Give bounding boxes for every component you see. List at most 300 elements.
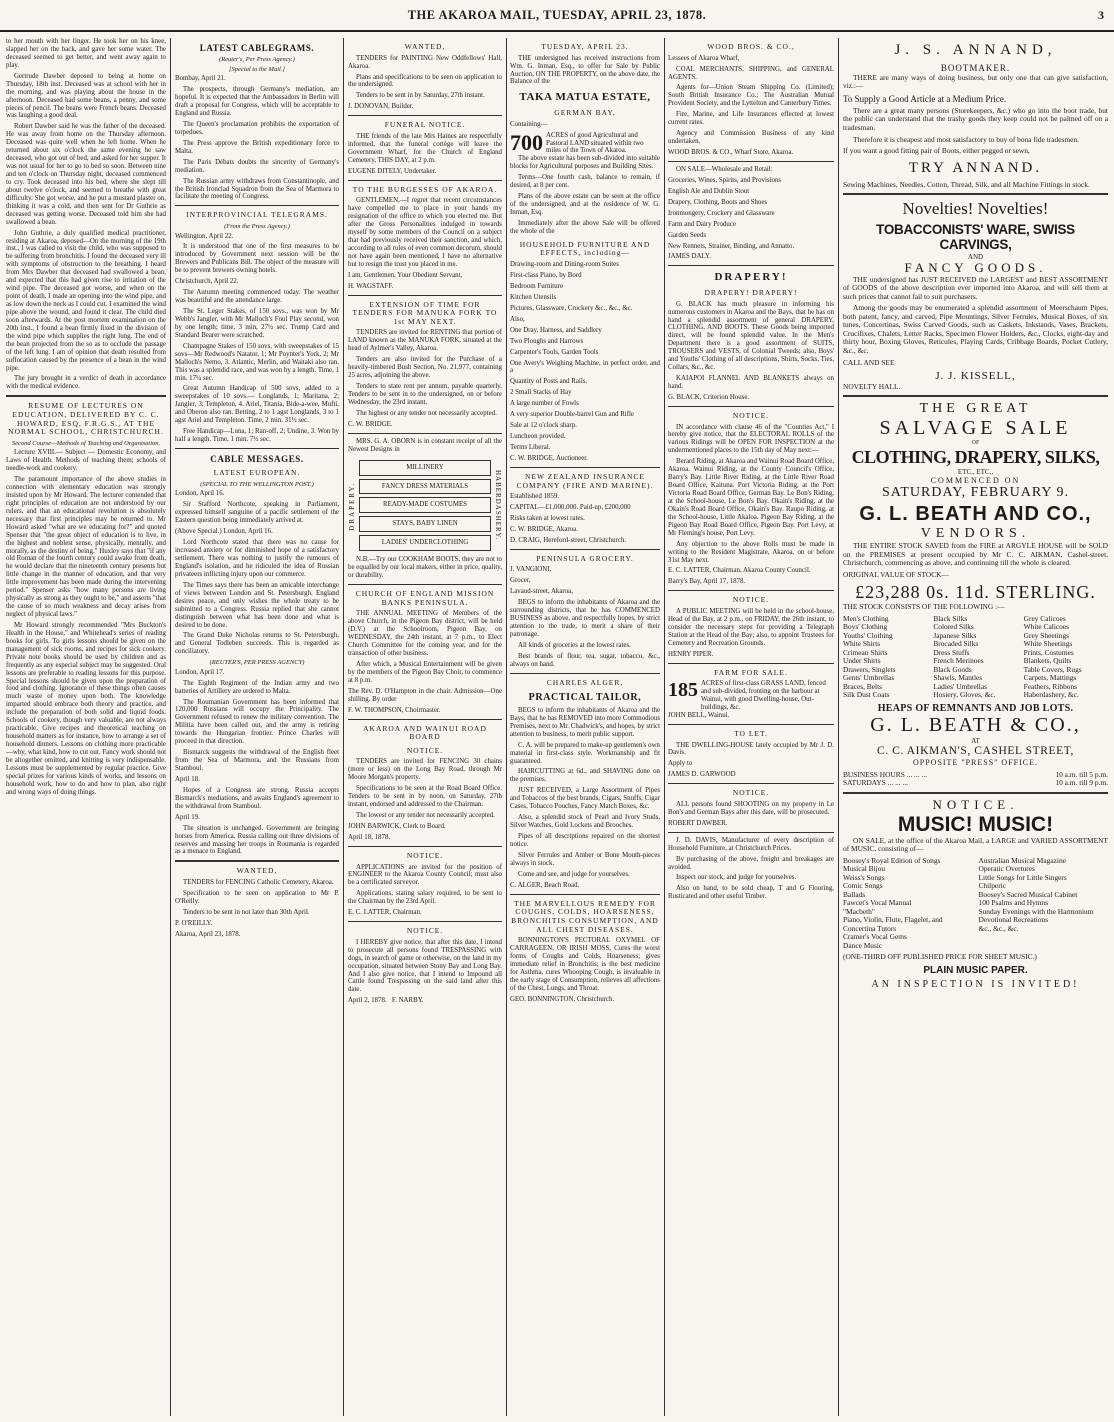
ad-subheading: DRAPERY! DRAPERY! xyxy=(704,288,798,298)
masthead xyxy=(0,0,1114,32)
list-item: One Dray, Harness, and Saddlery xyxy=(510,326,602,334)
list-item: Haberdashery, &c. xyxy=(1023,690,1079,700)
list-item: Little Songs for Little Singers xyxy=(978,872,1067,882)
article-text: The Russian army withdraws from Constantinople, and the British Ironclad Squadron from the Sea of Marmora to facilitate the meeting of Congress. xyxy=(175,177,339,201)
ad-text: HAIRCUTTING at 6d., and SHAVING done on the premises. xyxy=(510,768,660,784)
ad-text: THE ANNUAL MEETING of Members of the above Church, in the Pigeon Bay district, will be held (D.V.) at the Schoolroom, Pigeon Bay, on WEDNESDAY, the 24th instant, at 7 p.m., to Elect Church Committee for the coming year, and for the transaction of other business. xyxy=(348,610,502,657)
ad-text: AND xyxy=(967,252,984,261)
ad-text: Agency and Commission Business of any kind undertaken. xyxy=(668,130,834,146)
ad-heading: PENINSULA GROCERY. xyxy=(536,553,634,563)
list-item: Weiss's Songs xyxy=(843,872,885,882)
ad-text: C. A. will be prepared to make-up gentlemen's own material in first-class style. Workmanship and fit guaranteed. xyxy=(510,741,660,765)
ad-heading: C. C. AIKMAN'S, CASHEL STREET, xyxy=(876,745,1075,758)
divider xyxy=(348,295,502,296)
ad-text: ORIGINAL VALUE OF STOCK— xyxy=(843,569,949,579)
ad-text: Immediately after the above Sale will be offered the whole of the xyxy=(510,219,660,235)
column-1 xyxy=(6,38,166,1416)
ad-text: Among the goods may be enumerated a splendid assortment of Meerschaum Pipes, both patent, fancy, and carved, Pipe Mountings, Silver Ferrules, Musical Boxes, of six tunes, Concertinas, Swiss Carved Goods, such as Caskets, Inkstands, Vases, Brackets, Crucifixes, Chalets, Letter Racks, Specimen Flower Holders, &c., Clocks, eight-day and thirty hour, Boxing Gloves, Reticules, Playing Cards, Cribbage Boards, Pocket Cutlery, &c., &c. xyxy=(843,303,1108,355)
ad-text: THE STOCK CONSISTS OF THE FOLLOWING :— xyxy=(843,602,1005,612)
acres-block xyxy=(510,129,660,156)
article-text: The paramount importance of the above studies in connection with elementary education was strongly insisted upon by Mr Howard. The lecturer contended that right principles of education are not understood by our rulers, and that an educational revolution is absolutely necessary that first principles may be returned to. Mr Howard asked "what are we educating for?" and quoted Spenser that "the great object of education is to live, in the highest and noblest sense, physically, mentally, and morally, as the destiny of being." Huxley says that "if any old Roman of the fourth century could awake from death, he would declare that the nineteenth century presents but little change in the manner of education, and that very little improvement has been made during the intervening period." Spenser asks "how many persons are living physically as strong as they ought to be," and asserts "that the cause of so much weakness and decay arises from neglect of physical laws." xyxy=(6,476,166,619)
list-item: Drapery, Clothing, Boots and Shoes xyxy=(668,198,768,206)
list-item: Gents' Umbrellas xyxy=(843,673,895,683)
ad-side-label: HABERDASHERY. xyxy=(494,470,502,541)
list-item: Youths' Clothing xyxy=(843,630,893,640)
list-item: Boys' Clothing xyxy=(843,622,888,632)
section-heading: INTERPROVINCIAL TELEGRAMS. xyxy=(186,210,328,220)
list-item: Japanese Silks xyxy=(933,630,977,640)
ad-heading: CHARLES ALGER, xyxy=(546,677,624,687)
article-text: The Eighth Regiment of the Indian army and two batteries of Artillery are ordered to Malta. xyxy=(175,679,339,695)
list-item: FANCY DRESS MATERIALS xyxy=(359,479,491,495)
divider xyxy=(175,860,339,862)
ad-heading: WOOD BROS. & CO., xyxy=(707,42,795,51)
ad-text: Terms Liberal. xyxy=(510,444,551,452)
ad-heading: CLOTHING, DRAPERY, SILKS, xyxy=(851,447,1100,468)
ad-text: ETC., ETC., xyxy=(957,467,994,476)
list-item: Carpets, Mattings xyxy=(1023,673,1077,683)
ad-heading: SALVAGE SALE xyxy=(879,417,1072,440)
list-item: White Sheetings xyxy=(1023,639,1073,649)
list-item: Braces, Belts xyxy=(843,681,882,691)
divider xyxy=(6,395,166,397)
music-list xyxy=(843,857,1108,951)
ad-text: Berard Riding, at Akaroa and Wainui Road Board Office, Akaroa. Wainui Riding, at the County Council's Office, Barry's Bay. Little River Riding, at the Little River Road Board Office, Kaituna. Port Victoria Riding, at the Port Victoria Road Board Office, German Bay. Le Bon's Riding, at the School-house, Le Bon's Bay. Okain's Riding, at the Okain's Road Board Office, Okain's Bay. Raupo Riding, at the School-house, Little Akaloa. Pigeon Bay Riding, at the Pigeon Bay Road Board Office, Pigeon Bay. Port Levy, at Mr Fleming's house, Port Levy. xyxy=(668,458,834,537)
article-text: Free Handicap—Luna, 1; Ran-off, 2; Undine, 3. Won by half a length. Time, 1 min. 7½ sec. xyxy=(175,428,339,444)
ad-heading: VENDORS. xyxy=(920,526,1031,542)
ad-text: Luncheon provided. xyxy=(510,433,566,441)
ad-heading: Novelties! Novelties! xyxy=(902,199,1049,219)
signature: F. W. THOMPSON, Choirmaster. xyxy=(348,706,441,714)
ad-text: CALL AND SEE xyxy=(843,357,895,367)
ad-heading: FANCY GOODS. xyxy=(904,259,1047,275)
article-text: The Roumanian Government has been informed that 120,000 Russians will occupy the Principality. The Government refused to renew the military convention. The Militia have been called out, and the army is retiring towards the Hungarian frontier. Prince Charles will proceed in that direction. xyxy=(175,698,339,746)
ad-text: Containing— xyxy=(510,120,548,128)
ad-text: ON SALE—Wholesale and Retail: xyxy=(676,165,773,173)
article-text: to her mouth with her finger. He took her on his knee, slapped her on the back, and gave her some water. The deceased seemed to get better, and went away again to play. xyxy=(6,38,166,69)
list-item: Garden Seeds xyxy=(668,231,707,239)
source-line: (REUTER'S, PER PRESS AGENCY) xyxy=(209,659,305,667)
ad-text: I HEREBY give notice, that after this date, I intend to prosecute all persons found TRESPASSING with dogs, in search of game or otherwise, on the land in my occupation, situated between Stony Bay and Long Bay. And I also give notice, that I intend to Impound all Cattle found Trespassing on the said land after this date. xyxy=(348,938,502,994)
ad-text: Silver Ferrules and Amber or Bone Mouth-pieces always in stock. xyxy=(510,851,660,867)
ad-heading: J. J. KISSELL, xyxy=(935,370,1016,383)
ad-heading: PLAIN MUSIC PAPER. xyxy=(923,964,1028,976)
ad-heading: NOTICE. xyxy=(732,595,770,605)
ad-text: Inspect our stock, and judge for yourselves. xyxy=(676,874,797,882)
article-text: The St. Leger Stakes, of 150 sovs., was won by Mr Webb's Jangler, with Mr Malloch's Foul Play second, won by one length; time, 3 min, 27½ sec. Trump Card and Standard Bearer were scratched. xyxy=(175,308,339,339)
ad-text: G. BLACK has much pleasure in informing his numerous customers in Akaroa and the Bays, that he has on hand a splendid assortment of general DRAPERY, CLOTHING, AND BOOTS. These Goods being imported direct, will be found splendid value. In the Men's Department there is a good assortment of SUITS, TROUSERS and VESTS, of Colonial Tweeds; also, Boys' and Youths' Clothing of all descriptions, Shirts, Socks, Ties, Collars, &c., &c. xyxy=(668,300,834,372)
ad-heading: FARM FOR SALE. xyxy=(714,667,788,677)
list-item: Black Silks xyxy=(933,613,968,623)
ad-text: A PUBLIC MEETING will be held in the school-house, Head of the Bay, at 2 p.m., on FRIDAY, the 26th instant, to consider the necessary steps for providing a Telegraph Station at the Head of the Bay; also, to appoint Trustees for Cemetery and Recreation Grounds. xyxy=(668,607,834,647)
ad-text: TENDERS are invited for RENTING that portion of LAND known as the MANUKA FORK, situated at the head of Aylmer's Valley, Akaroa. xyxy=(348,329,502,353)
music-list-left xyxy=(843,857,973,951)
list-item: Two Ploughs and Harrows xyxy=(510,337,584,345)
article-text: It is understood that one of the first measures to be introduced by Government next session will be the Brewers and Publicans Bill. The object of the measure will be to prevent brewers owning hotels. xyxy=(175,243,339,275)
signature: HENRY PIPER. xyxy=(668,650,714,658)
article-text: Mr Howard strongly recommended "Mrs Buckton's Health in the House," and Whitehead's series of reading books for girls. To girls lessons should be given on the management of sick rooms, and recipes for sick cookery. Private note books should be used by children and as frequently as any especial subject may be suggested. Oral lessons are preferable to reading lessons for this purpose. Special lessons should be given upon the preparation of food and clothing. Ignorance of these things often causes much waste of money upon both. The knowledge imparted should embrace both theory and practice, and include the preparation of both solid and liquid foods. Schools of cookery, though very valuable, are not always practicable. Give recipes and theoretical teaching on household matters as for instance, how to arrange a set of household dinners. Lessons on clothing more practicable—why, what kind, how to cut out. Fancy work should not be altogether omitted, and knitting is very indispensable. Lessons must be supplemented by regular practice. Give special prizes for various kinds of works, and lessons on household work, how to do and how to plan, also right and wrong ways of doing things. xyxy=(6,621,166,796)
column-3 xyxy=(348,38,502,1416)
divider xyxy=(668,161,834,162)
ad-text: APPLICATIONS are invited for the position of ENGINEER to the Akaroa County Council; must also be a certificated surveyor. xyxy=(348,863,502,887)
stock-list xyxy=(843,615,1108,700)
ad-text: Tenders to be sent in by Saturday, 27th instant. xyxy=(356,92,485,100)
ad-text: Agents for—Union Steam Shipping Co. (Limited); South British Insurance Co.; The Australian Mutual Provident Society, and the Lyttelton and Canterbury Times. xyxy=(668,84,834,108)
list-item: Blankets, Quilts xyxy=(1023,656,1072,666)
ad-heading: CHURCH OF ENGLAND MISSION BANKS PENINSULA. xyxy=(355,589,495,607)
article-text: The Autumn meeting commenced today. The weather was beautiful and the attendance large. xyxy=(175,289,339,305)
ad-heading: AN INSPECTION IS INVITED! xyxy=(871,979,1080,991)
ad-text: OPPOSITE "PRESS" OFFICE. xyxy=(912,758,1038,768)
signature: F. NARBY. xyxy=(391,997,424,1005)
ad-text: Established 1859. xyxy=(510,493,559,501)
list-item: Drawing-room and Dining-room Suites xyxy=(510,261,619,269)
signature: JOHN BELL, Wainui. xyxy=(668,711,730,719)
ad-text: COMMENCED ON xyxy=(930,475,1021,485)
signature: JAMES D. GARWOOD xyxy=(668,771,736,779)
ad-text: Grocer, xyxy=(510,577,531,585)
signature: E. C. LATTER, Chairman. xyxy=(348,909,422,917)
column-rule xyxy=(506,38,507,1416)
column-5 xyxy=(668,38,834,1416)
column-rule xyxy=(343,38,344,1416)
ad-heading: TAKA MATUA ESTATE, xyxy=(519,91,651,104)
article-text: Lecture XVIII.— Subject — Domestic Economy, and Laws of Health. Methods of teaching them; schools of needle-work and cookery. xyxy=(6,449,166,473)
ad-heading: NOTICE. xyxy=(732,410,770,420)
list-item: Brocaded Silks xyxy=(933,639,979,649)
ad-text: ACRES of first-class GRASS LAND, fenced and sub-divided, fronting on the harbour at Wainui, with good Dwelling-house, Out-buildings, &c. xyxy=(701,680,826,712)
ad-text: If you want a good fitting pair of Boots, either pegged or sewn, xyxy=(843,146,1030,156)
list-item: Men's Clothing xyxy=(843,613,889,623)
ad-text: MRS. G. A. OBORN is in constant receipt of all the Newest Designs in xyxy=(348,437,502,453)
ad-text: THE undersigned has received instructions from Wm. G. Inman, Esq., to offer for Sale by Public Auction, ON THE PROPERTY, on the above date, the Balance of the xyxy=(510,54,660,86)
dateline: London, April 16. xyxy=(175,490,225,498)
ad-text: BONNINGTON'S PECTORAL OXYMEL OF CARRAGEEN, OR IRISH MOSS, Cures the worst forms of Coughs and Colds, Hoarseness; gives immediate relief in Bronchitis; is the best medicine for Asthma, cures Whooping Cough, is invaluable in the early stage of Consumption, relieves all affections of the Chest, Lungs, and Throat. xyxy=(510,937,660,992)
article-text: The jury brought in a verdict of death in accordance with the medical evidence. xyxy=(6,375,166,391)
divider xyxy=(668,663,834,664)
signature: C. W. BRIDGE, Auctioneer. xyxy=(510,454,588,462)
ad-text: After which, a Musical Entertainment will be given by the members of the Pigeon Bay Choir, to commence at 8 p.m. xyxy=(348,660,502,684)
divider xyxy=(348,584,502,585)
ad-text: Lessees of Akaroa Wharf, xyxy=(668,54,740,62)
signature: ROBERT DAWBER. xyxy=(668,819,728,827)
ad-text: (ONE-THIRD OFF PUBLISHED PRICE FOR SHEET MUSIC.) xyxy=(843,952,1037,962)
ad-heading: THE GREAT xyxy=(919,401,1032,417)
ad-text: ALL persons found SHOOTING on my property in Le Bon's and German Bays after this date, will be prosecuted. xyxy=(668,800,834,816)
list-item: 2 Small Stacks of Hay xyxy=(510,389,572,397)
article-subheading: Second Course—Methods of Teaching and Organisation. xyxy=(11,439,161,447)
divider xyxy=(668,832,834,833)
list-item: Colored Silks xyxy=(933,622,974,632)
list-item: Chilperic xyxy=(978,881,1007,891)
ad-text: AT xyxy=(971,737,980,746)
signature: C. W. BRIDGE, Akaroa. xyxy=(510,525,578,533)
ad-text: JUST RECEIVED, a Large Assortment of Pipes and Tobaccos of the best brands, Cigars, Snuffs, Cigar Cases, Tobacco Pouches, Fancy Match Boxes, &c. xyxy=(510,787,660,811)
dateline: Christchurch, April 22. xyxy=(175,278,239,286)
list-item: STAYS, BABY LINEN xyxy=(359,516,491,532)
signature: G. BLACK, Criterion House. xyxy=(668,393,750,401)
list-item: Farm and Dairy Produce xyxy=(668,220,736,228)
ad-text: Come and see, and judge for yourselves. xyxy=(518,870,630,878)
dateline: April 2, 1878. xyxy=(348,997,387,1005)
list-item: White Calicoes xyxy=(1023,622,1070,632)
ad-text: THE ENTIRE STOCK SAVED from the FIRE at ARGYLE HOUSE will be SOLD on the PREMISES at present occupied by Mr C. C. AIKMAN, Cashel-street, Christchurch, commencing as above, and continuing till the whole is cleared. xyxy=(843,541,1108,568)
newspaper-title: THE AKAROA MAIL, TUESDAY, APRIL 23, 1878. xyxy=(407,7,707,22)
ad-box xyxy=(348,457,502,555)
ad-text: The above estate has been sub-divided into suitable blocks for Agricultural purposes and Building Sites. xyxy=(510,155,660,171)
ad-text: Risks taken at lowest rates. xyxy=(510,515,585,523)
ad-text: I am, Gentlemen, Your Obedient Servant, xyxy=(348,271,463,279)
page-number: 3 xyxy=(1098,8,1104,22)
signature: P. O'REILLY. xyxy=(175,919,213,927)
ad-text: TENDERS for FENCING Catholic Cemetery, Akaroa. xyxy=(183,879,334,887)
ad-text: Tenders are also invited for the Purchase of a heavily-timbered Bush Section, No. 21,977, containing 25 acres, adjoining the above. xyxy=(348,356,502,380)
divider xyxy=(348,719,502,720)
signature: GEO. BONNINGTON, Christchurch. xyxy=(510,995,615,1003)
ad-heading: HOUSEHOLD FURNITURE AND EFFECTS, including— xyxy=(519,239,651,258)
divider xyxy=(668,783,834,784)
list-item: Groceries, Wines, Spirits, and Provisions xyxy=(668,176,782,184)
hours-row xyxy=(843,779,1108,788)
article-text: Hopes of a Congress are strong. Russia accepts Bismarck's mediations, and awaits England's agreement to the withdrawal from Stamboul. xyxy=(175,786,339,810)
list-item: Sunday Evenings with the Harmonium xyxy=(978,906,1094,916)
ad-text: The highest or any tender not necessarily accepted. xyxy=(356,409,497,417)
ad-text: ON SALE, at the office of the Akaroa Mail, a LARGE and VARIED ASSORTMENT of MUSIC, consisting of— xyxy=(843,835,1108,854)
ad-text: THE DWELLING-HOUSE lately occupied by Mr J. D. Davis. xyxy=(668,741,834,757)
divider xyxy=(510,549,660,550)
list-item: Ballads xyxy=(843,889,866,899)
list-item: Cramer's Vocal Gems xyxy=(843,932,907,942)
hours-value: 10 a.m. till 5 p.m. xyxy=(1055,769,1108,779)
acres-number: 700 xyxy=(510,129,543,155)
list-item: Prints, Costumes xyxy=(1023,647,1074,657)
column-4 xyxy=(510,38,660,1416)
ad-heading: WANTED, xyxy=(404,42,446,51)
ad-heading: PRACTICAL TAILOR, xyxy=(528,692,642,704)
ad-heading: HEAPS OF REMNANTS AND JOB LOTS. xyxy=(877,702,1074,714)
hours-value: 10 a.m. till 9 p.m. xyxy=(1055,778,1108,788)
list-item: Operatic Overtures xyxy=(978,864,1035,874)
signature: EUGENE DITELY, Undertaker. xyxy=(348,167,437,175)
ad-heading: WANTED, xyxy=(236,866,278,876)
ad-text: Also, a splendid stock of Pearl and Ivory Studs, Silver Watches, Gold Lockets and Brooches. xyxy=(510,814,660,830)
article-text: Sir Stafford Northcote, speaking in Parliament, expressed himself sanguine of a pacific settlement of the Eastern question being immediately arrived at. xyxy=(175,501,339,525)
list-item: Boosey's Sacred Musical Cabinet xyxy=(978,889,1078,899)
dateline: Bombay, April 21. xyxy=(175,75,226,83)
divider xyxy=(348,921,502,922)
ad-heading: TUESDAY, APRIL 23. xyxy=(541,42,629,51)
section-heading: LATEST CABLEGRAMS. xyxy=(199,43,315,53)
ad-heading: NEW ZEALAND INSURANCE COMPANY (FIRE AND MARINE). xyxy=(516,471,654,490)
list-item: Drawers, Singlets xyxy=(843,664,896,674)
divider xyxy=(843,193,1108,195)
list-item: Grey Calicoes xyxy=(1023,613,1066,623)
source-line: (SPECIAL TO THE WELLINGTON POST.) xyxy=(200,480,314,488)
divider xyxy=(175,448,339,449)
list-item: Crimean Shirts xyxy=(843,647,888,657)
divider xyxy=(668,265,834,266)
divider xyxy=(348,433,502,434)
divider xyxy=(348,115,502,116)
signature: JOHN BARWICK, Clerk to Board. xyxy=(348,823,446,830)
divider xyxy=(348,846,502,847)
ad-text: Applications, stating salary required, to be sent to the Chairman by the 23rd April. xyxy=(348,890,502,906)
section-heading: CABLE MESSAGES. xyxy=(210,454,304,464)
ad-text: NOVELTY HALL. xyxy=(843,381,901,391)
list-item: Silk Dust Coats xyxy=(843,690,890,700)
column-rule xyxy=(170,38,171,1416)
list-item: Comic Songs xyxy=(843,881,883,891)
ad-text: Apply to xyxy=(668,760,693,768)
ad-text: THE friends of the late Mrs Haines are respectfully informed, that the funeral cortège will leave the Government Wharf, for the Church of England Cemetery, THIS DAY, at 2 p.m. xyxy=(348,132,502,164)
ad-text: Tenders to state rent per annum, payable quarterly. Tenders to be sent in to the undersigned, on or before Wednesday, the 23rd instant. xyxy=(348,383,502,406)
list-item: &c., &c., &c. xyxy=(978,923,1019,933)
signature: WOOD BROS. & CO., Wharf Store, Akaroa. xyxy=(668,149,794,156)
signature: JAMES DALY. xyxy=(668,253,711,261)
ad-heading: NOTICE. xyxy=(732,788,770,798)
ad-subheading: NOTICE. xyxy=(406,745,444,755)
column-right xyxy=(843,38,1108,1416)
ad-text: THERE are many ways of doing business, but only one that can give satisfaction, viz.:— xyxy=(843,72,1108,91)
ad-text: IN accordance with clause 46 of the "Counties Act," I hereby give notice, that the ELECTORAL ROLLS of the various Ridings will be OPEN FOR INSPECTION at the undermentioned places to the 15th day of May next:— xyxy=(668,423,834,455)
divider xyxy=(510,894,660,895)
ad-text: ACRES of good Agricultural and Pastoral LAND situated within two miles of the Town of Akaroa. xyxy=(546,131,644,155)
dateline: April 19. xyxy=(175,813,200,821)
ad-heading: AKAROA AND WAINUI ROAD BOARD xyxy=(363,723,487,742)
ad-heading: TO LET. xyxy=(734,728,768,738)
list-item: A large number of Fowls xyxy=(510,400,579,408)
article-text: The Times says there has been an amicable interchange of views between London and St. Petersburgh. England desires peace, and only wishes the whole treaty to be submitted to a Congress. Russia replied that she cannot distinguish between what has been done and what is desired to be done. xyxy=(175,581,339,629)
ad-subheading: GERMAN BAY, xyxy=(554,108,616,118)
dateline: (Above Special.) London, April 16. xyxy=(175,528,273,536)
ad-text: Therefore it is cheapest and most satisfactory to buy of bona fide tradesmen. xyxy=(853,134,1079,144)
ad-subheading: BOOTMAKER. xyxy=(940,63,1011,74)
ad-text: All kinds of groceries at the lowest rates. xyxy=(518,641,631,649)
list-item: Dress Stuffs xyxy=(933,647,970,657)
signature: J. DONOVAN, Builder. xyxy=(348,103,414,111)
ad-heading: NOTICE. xyxy=(406,926,444,936)
divider xyxy=(510,673,660,674)
ad-text: Specifications to be seen at the Road Board Office. Tenders to be sent in by noon, on Saturday, 27th instant, endorsed and addressed to the Chairman. xyxy=(348,785,502,809)
ad-heading: NOTICE. xyxy=(932,796,1019,812)
list-item: READY-MADE COSTUMES xyxy=(359,497,491,513)
ad-text: BEGS to inform the inhabitants of Akaroa and the surrounding districts, that he has COMMENCED BUSINESS as above, and respectfully hopes, by strict attention to the trade, to merit a share of their patronage. xyxy=(510,599,660,639)
list-item: MILLINERY xyxy=(359,460,491,476)
ad-text: Fire, Marine, and Life Insurances effected at lowest current rates. xyxy=(668,111,834,127)
ad-text: Also, xyxy=(510,315,525,323)
ad-text: By purchasing of the above, freight and breakages are avoided. xyxy=(668,855,834,871)
divider xyxy=(175,205,339,206)
divider xyxy=(668,724,834,725)
list-item: Ladies' Umbrellas xyxy=(933,681,987,691)
ad-text: There are a great many persons (Storekeepers, &c.) who go into the boot trade, but the public can understand that the trashy goods they keep could not be palmed off on a tradesman. xyxy=(843,105,1108,132)
article-text: The Grand Duke Nicholas returns to St. Petersburgh, and General Todleben succeeds. This is regarded as conciliatory. xyxy=(175,632,339,656)
ad-text: Plans and specifications to be seen on application to the undersigned. xyxy=(348,73,502,89)
hours-label: BUSINESS HOURS ... ... ... xyxy=(843,769,927,779)
divider xyxy=(348,180,502,181)
music-list-right xyxy=(979,857,1109,951)
ad-text: OF xyxy=(971,440,980,447)
divider xyxy=(668,590,834,591)
list-item: Under Shirts xyxy=(843,656,881,666)
list-item: Dance Music xyxy=(843,940,883,950)
list-item: Musical Bijou xyxy=(843,864,886,874)
signature: C. ALGER, Beach Road. xyxy=(510,881,580,889)
article-text: Gertrude Dawber deposed to being at home on Thursday, 18th inst. Deceased was at school with her in the morning, and was playing about the house in the afternoon. Deceased had some beans, a penny, and some pieces of pencil. The beans were French beans. Deceased was laughing a good deal. xyxy=(6,72,166,120)
ad-text: Terms—One fourth cash, balance to remain, if desired, at 8 per cent. xyxy=(510,174,660,190)
ad-text: The lowest or any tender not necessarily accepted. xyxy=(356,812,495,820)
article-text: The situation is unchanged. Government are bringing horses from America. Russia calling out three divisions of reserves and massing her troops in Roumania is regarded as a menace to England. xyxy=(175,824,339,856)
article-text: John Guthrie, a duly qualified medical practitioner, residing at Akaroa, deposed—On the morning of the 19th inst., I was called to visit the child, who was supposed to be suffering from bronchitis. I found the deceased very ill with symptoms of obstruction to the breathing. I heard from Mrs Dawber that deceased had swallowed a bean, and expected that this had given rise to irritation of the wind pipe. The deceased got worse, and when on the point of death, I made an opening into the wind pipe, and as low down the neck as I could cut. I examined the wind pipe above the wound, and found it clear. The child died soon afterwards. At the post mortem examination on the 20th inst., I found a bean firmly fixed in the division of the wind pipe which supplies the right lung. The end of the bean projected from the so as to occlude the passage of the left lung. I am of opinion that death resulted from suffocation caused by the presence of a bean in the wind pipe. xyxy=(6,229,166,372)
ad-text: TENDERS are invited for FENCING 30 chains (more or less) on the Long Bay Road, through Mr Moore Morgan's property. xyxy=(348,758,502,782)
list-item: Table Covers, Rugs xyxy=(1023,664,1082,674)
ad-text: To Supply a Good Article at a Medium Price. xyxy=(843,93,1007,104)
ad-text: J. D. DAVIS, Manufacturer of every description of Household Furniture, at Christchurch Prices. xyxy=(668,836,834,852)
ad-text: Tenders to be sent in not later than 30th April. xyxy=(183,908,310,916)
article-text: Champagne Stakes of 150 sovs, with sweepstakes of 15 sovs—Mr Redwood's Natator, 1; Mr Poynter's York, 2; Mr Malloch's Nemo, 3. Atlantic, Merlin, and Waitaki also ran. This was a splendid race, and was won by a length. Time, 1 min. 17¼ sec. xyxy=(175,342,339,382)
article-heading: RESUME OF LECTURES ON EDUCATION, DELIVERED BY C. C. HOWARD, ESQ, F.R.G.S., AT THE NORMAL SCHOOL, CHRISTCHURCH. xyxy=(8,401,164,437)
list-item: Hosiery, Gloves, &c. xyxy=(933,690,996,700)
ad-text: CAPITAL—£1,000,000. Paid-up, £200,000 xyxy=(510,504,631,512)
list-item: Kitchen Utensils xyxy=(510,293,557,301)
ad-text: Lavaud-street, Akaroa, xyxy=(510,588,573,596)
ad-text: Sale at 12 o'clock sharp. xyxy=(510,422,577,430)
signature: H. WAGSTAFF. xyxy=(348,282,394,290)
list-item: Grey Sheetings xyxy=(1023,630,1070,640)
list-item: A very superior Double-barrel Gun and Rifle xyxy=(510,411,634,419)
list-item: "Macbeth" xyxy=(843,906,875,916)
ad-text: N.B.—Try our COOKHAM BOOTS, they are not to be equalled by our local makers, either in price, quality, or durability. xyxy=(348,556,502,580)
stock-value: £23,288 0s. 11d. STERLING. xyxy=(855,582,1096,603)
ad-text: Any objection to the above Rolls must be made in writing to the Resident Magistrate, Akaroa, on or before 31st May next. xyxy=(668,540,834,564)
list-item: Ironmongery, Crockery and Glassware xyxy=(668,209,775,217)
source-line: (From the Press Agency.) xyxy=(224,223,290,231)
list-item: Pictures, Glassware, Crockery &c., &c., &c. xyxy=(510,304,633,312)
ad-heading: G. L. BEATH & CO., xyxy=(870,714,1081,737)
column-2 xyxy=(175,38,339,1416)
list-item: Devotional Recreations xyxy=(978,915,1049,925)
list-item: Boosey's Royal Edition of Songs xyxy=(843,855,941,865)
ad-list xyxy=(359,457,491,555)
list-item: French Merinoes xyxy=(933,656,984,666)
ad-text: The Rev. D. O'Hampton in the chair. Admission—One shilling. By order xyxy=(348,687,502,703)
list-item: LADIES' UNDERCLOTHING xyxy=(359,535,491,551)
column-rule xyxy=(838,38,839,1416)
list-item: Black Goods xyxy=(933,664,972,674)
article-text: The Queen's proclamation prohibits the exportation of torpedoes. xyxy=(175,120,339,136)
list-item: One Avery's Weighing Machine, in perfect order, and a xyxy=(510,359,660,375)
ad-text: Best brands of flour, tea, sugar, tobacco, &c., always on hand. xyxy=(510,652,660,668)
divider xyxy=(843,395,1108,397)
ad-heading: MUSIC! MUSIC! xyxy=(897,812,1054,836)
source-line: [Special to the Mail.] xyxy=(229,65,285,73)
ad-text: Pipes of all descriptions repaired on the shortest notice. xyxy=(510,833,660,848)
section-subheading: LATEST EUROPEAN. xyxy=(213,468,301,478)
list-item: Fawcet's Vocal Manual xyxy=(843,898,912,908)
ad-side-label: DRAPERY. xyxy=(348,480,356,530)
list-item: First-class Piano, by Bord xyxy=(510,272,582,280)
signature: D. CRAIG, Hereford-street, Christchurch. xyxy=(510,536,627,544)
dateline: London, April 17. xyxy=(175,668,225,676)
divider xyxy=(510,467,660,468)
list-item: English Ale and Dublin Stout xyxy=(668,187,750,195)
farm-block xyxy=(668,680,834,712)
ad-heading: SATURDAY, FEBRUARY 9. xyxy=(882,485,1069,501)
ad-text: Also on hand, to be sold cheap, T and G Flooring, Rusticated and other useful Timber. xyxy=(668,885,834,901)
article-text: Bismarck suggests the withdrawal of the English fleet from the Sea of Marmora, and the Russians from Stamboul. xyxy=(175,749,339,773)
dateline: Barry's Bay, April 17, 1878. xyxy=(668,578,746,586)
list-item: Piano, Violin, Flute, Flagelet, and Concertina Tutors xyxy=(843,915,943,933)
